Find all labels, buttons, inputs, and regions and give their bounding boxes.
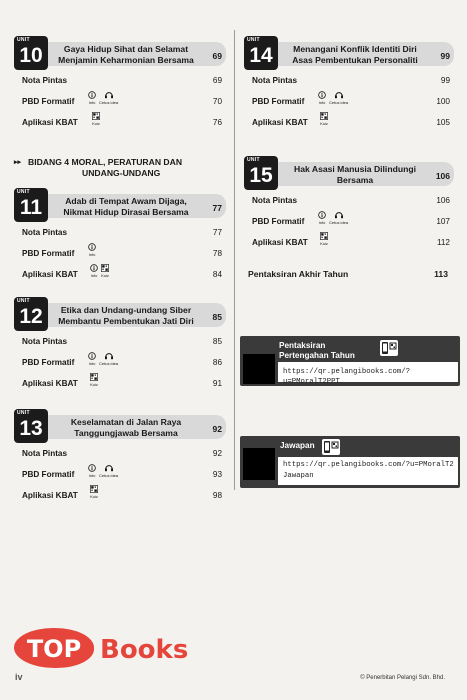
entry-label: Aplikasi KBAT bbox=[22, 379, 78, 388]
entry-label: Aplikasi KBAT bbox=[252, 118, 308, 127]
phone-qr-icon bbox=[322, 439, 340, 455]
unit-15 bbox=[244, 156, 454, 253]
entry-page: 76 bbox=[212, 118, 222, 127]
info-icon bbox=[318, 211, 326, 225]
entry-label: PBD Formatif bbox=[22, 470, 75, 479]
topbooks-logo bbox=[14, 628, 204, 676]
info-icon bbox=[88, 243, 96, 257]
section-heading-line1: BIDANG 4 MORAL, PERATURAN DAN bbox=[28, 157, 183, 167]
unit-badge bbox=[14, 36, 48, 70]
entry-page: 92 bbox=[212, 449, 222, 458]
toc-entry-pbd-formatif[interactable] bbox=[14, 91, 226, 112]
toc-entry-pbd-formatif[interactable] bbox=[14, 352, 226, 373]
entry-label: PBD Formatif bbox=[252, 97, 305, 106]
toc-entry-nota-pintas[interactable] bbox=[14, 222, 226, 243]
entry-label: Aplikasi KBAT bbox=[22, 491, 78, 500]
icon-caption: Cetus idea bbox=[329, 100, 349, 105]
icon-caption: Kuiz bbox=[101, 273, 109, 278]
entry-label: Nota Pintas bbox=[22, 449, 68, 458]
kuiz-icon bbox=[90, 373, 98, 387]
toc-entry-aplikasi-kbat[interactable] bbox=[14, 373, 226, 394]
qr-panel-title: Jawapan bbox=[280, 441, 315, 450]
entry-page: 91 bbox=[212, 379, 222, 388]
unit-header[interactable] bbox=[14, 36, 226, 70]
unit-13 bbox=[14, 409, 226, 506]
icon-caption: Info bbox=[318, 100, 326, 105]
entry-label: PBD Formatif bbox=[22, 97, 75, 106]
unit-page-number: 92 bbox=[212, 424, 222, 434]
logo-top-badge: TOP bbox=[14, 628, 94, 668]
toc-entry-nota-pintas[interactable] bbox=[14, 443, 226, 464]
entry-label: Nota Pintas bbox=[22, 228, 68, 237]
icon-caption: Info bbox=[318, 220, 326, 225]
cetus-idea-icon bbox=[99, 464, 118, 478]
entry-label: Pentaksiran Akhir Tahun bbox=[248, 269, 349, 279]
icon-caption: Kuiz bbox=[90, 494, 98, 499]
info-icon bbox=[88, 352, 96, 366]
qr-url-subtitle: Jawapan bbox=[283, 472, 314, 480]
toc-entry-nota-pintas[interactable] bbox=[14, 331, 226, 352]
unit-page-number: 106 bbox=[435, 171, 450, 181]
entry-page: 107 bbox=[436, 217, 450, 226]
qr-panel-pentaksiran-pertengahan-tahun[interactable] bbox=[240, 336, 460, 386]
unit-label: UNIT bbox=[247, 37, 260, 43]
entry-label: PBD Formatif bbox=[22, 358, 75, 367]
entry-page: 86 bbox=[212, 358, 222, 367]
unit-number: 13 bbox=[19, 417, 43, 440]
unit-page-number: 69 bbox=[212, 51, 222, 61]
unit-number: 15 bbox=[249, 164, 273, 187]
cetus-idea-icon bbox=[99, 91, 118, 105]
unit-number: 11 bbox=[19, 196, 43, 219]
unit-number: 10 bbox=[19, 44, 43, 67]
icon-caption: Info bbox=[90, 273, 98, 278]
kuiz-icon bbox=[92, 112, 100, 126]
unit-badge bbox=[14, 297, 48, 331]
unit-label: UNIT bbox=[247, 157, 260, 163]
icon-caption: Info bbox=[88, 100, 96, 105]
unit-badge bbox=[14, 188, 48, 222]
unit-badge bbox=[244, 156, 278, 190]
entry-page: 113 bbox=[434, 269, 448, 279]
entry-page: 84 bbox=[212, 270, 222, 279]
cetus-idea-icon bbox=[329, 211, 348, 225]
toc-entry-pentaksiran-akhir-tahun[interactable] bbox=[248, 269, 448, 279]
unit-number: 14 bbox=[249, 44, 273, 67]
entry-page: 77 bbox=[212, 228, 222, 237]
unit-number: 12 bbox=[19, 305, 43, 328]
entry-page: 85 bbox=[212, 337, 222, 346]
icon-caption: Cetus idea bbox=[99, 100, 119, 105]
unit-header[interactable] bbox=[14, 188, 226, 222]
entry-label: PBD Formatif bbox=[252, 217, 305, 226]
entry-page: 98 bbox=[212, 491, 222, 500]
entry-label: Nota Pintas bbox=[22, 337, 68, 346]
icon-caption: Cetus idea bbox=[329, 220, 349, 225]
qr-code-placeholder bbox=[243, 354, 275, 384]
toc-entry-aplikasi-kbat[interactable] bbox=[14, 112, 226, 133]
unit-header[interactable] bbox=[14, 297, 226, 331]
qr-url-link[interactable]: https://qr.pelangibooks.com/?u=PMoralT2 bbox=[283, 461, 454, 469]
icon-caption: Kuiz bbox=[320, 121, 328, 126]
toc-entry-pbd-formatif[interactable] bbox=[14, 464, 226, 485]
icon-caption: Info bbox=[88, 252, 96, 257]
entry-page: 99 bbox=[440, 76, 450, 85]
toc-entry-pbd-formatif[interactable] bbox=[244, 91, 454, 112]
qr-panel-jawapan[interactable] bbox=[240, 436, 460, 488]
entry-page: 100 bbox=[436, 97, 450, 106]
entry-page: 93 bbox=[212, 470, 222, 479]
unit-title: Keselamatan di Jalan Raya Tanggungjawab Bersama bbox=[70, 417, 182, 438]
cetus-idea-icon bbox=[99, 352, 118, 366]
info-icon bbox=[88, 464, 96, 478]
publisher-credit: © Penerbitan Pelangi Sdn. Bhd. bbox=[360, 675, 445, 681]
double-arrow-icon: ▸▸ bbox=[14, 159, 22, 166]
toc-entry-aplikasi-kbat[interactable] bbox=[14, 485, 226, 506]
unit-badge bbox=[244, 36, 278, 70]
icon-caption: Cetus idea bbox=[99, 473, 119, 478]
toc-entry-pbd-formatif[interactable] bbox=[14, 243, 226, 264]
unit-title: Hak Asasi Manusia Dilindungi Bersama bbox=[294, 164, 416, 185]
qr-title-line1: Pentaksiran bbox=[279, 341, 326, 350]
qr-code-placeholder bbox=[243, 448, 275, 480]
entry-page: 70 bbox=[212, 97, 222, 106]
toc-entry-nota-pintas[interactable] bbox=[244, 190, 454, 211]
kuiz-icon bbox=[101, 264, 109, 278]
entry-page: 105 bbox=[436, 118, 450, 127]
unit-page-number: 77 bbox=[212, 203, 222, 213]
unit-header[interactable] bbox=[244, 156, 454, 190]
kuiz-icon bbox=[320, 232, 328, 246]
phone-qr-icon bbox=[380, 340, 398, 356]
toc-entry-aplikasi-kbat[interactable] bbox=[244, 112, 454, 133]
unit-title: Menangani Konflik Identiti Diri Asas Pembentukan Personaliti bbox=[292, 44, 418, 65]
unit-page-number: 99 bbox=[440, 51, 450, 61]
section-heading-line2: UNDANG-UNDANG bbox=[82, 168, 161, 178]
unit-12 bbox=[14, 297, 226, 394]
entry-page: 106 bbox=[436, 196, 450, 205]
icon-caption: Info bbox=[88, 473, 96, 478]
unit-label: UNIT bbox=[17, 37, 30, 43]
entry-label: Nota Pintas bbox=[252, 196, 298, 205]
toc-entry-nota-pintas[interactable] bbox=[244, 70, 454, 91]
column-divider bbox=[234, 30, 235, 490]
unit-title: Gaya Hidup Sihat dan Selamat Menjamin Keharmonian Bersama bbox=[58, 44, 194, 65]
unit-label: UNIT bbox=[17, 189, 30, 195]
info-icon bbox=[318, 91, 326, 105]
entry-page: 69 bbox=[212, 76, 222, 85]
toc-entry-nota-pintas[interactable] bbox=[14, 70, 226, 91]
qr-url-link[interactable]: https://qr.pelangibooks.com/?u=PMoralT2PPT bbox=[283, 368, 410, 386]
qr-title-line2: Pertengahan Tahun bbox=[279, 351, 355, 360]
unit-label: UNIT bbox=[17, 410, 30, 416]
entry-label: PBD Formatif bbox=[22, 249, 75, 258]
kuiz-icon bbox=[320, 112, 328, 126]
logo-books-text: Books bbox=[100, 635, 189, 665]
entry-page: 112 bbox=[436, 238, 450, 247]
unit-header[interactable] bbox=[244, 36, 454, 70]
toc-entry-aplikasi-kbat[interactable] bbox=[14, 264, 226, 285]
info-icon bbox=[88, 91, 96, 105]
entry-label: Aplikasi KBAT bbox=[22, 270, 78, 279]
info-icon bbox=[90, 264, 98, 278]
unit-10 bbox=[14, 36, 226, 133]
icon-caption: Cetus idea bbox=[99, 361, 119, 366]
unit-header[interactable] bbox=[14, 409, 226, 443]
entry-label: Aplikasi KBAT bbox=[22, 118, 78, 127]
unit-badge bbox=[14, 409, 48, 443]
entry-page: 78 bbox=[212, 249, 222, 258]
icon-caption: Kuiz bbox=[90, 382, 98, 387]
toc-entry-pbd-formatif[interactable] bbox=[244, 211, 454, 232]
qr-panel-title bbox=[279, 341, 355, 361]
entry-label: Nota Pintas bbox=[22, 76, 68, 85]
cetus-idea-icon bbox=[329, 91, 348, 105]
icon-caption: Info bbox=[88, 361, 96, 366]
unit-11 bbox=[14, 188, 226, 285]
icon-caption: Kuiz bbox=[320, 241, 328, 246]
unit-14 bbox=[244, 36, 454, 133]
toc-entry-aplikasi-kbat[interactable] bbox=[244, 232, 454, 253]
unit-title: Adab di Tempat Awam Dijaga, Nikmat Hidup Dirasai Bersama bbox=[63, 196, 189, 217]
unit-label: UNIT bbox=[17, 298, 30, 304]
entry-label: Nota Pintas bbox=[252, 76, 298, 85]
unit-page-number: 85 bbox=[212, 312, 222, 322]
unit-title: Etika dan Undang-undang Siber Membantu Pembentukan Jati Diri bbox=[58, 305, 194, 326]
kuiz-icon bbox=[90, 485, 98, 499]
icon-caption: Kuiz bbox=[92, 121, 100, 126]
entry-label: Aplikasi KBAT bbox=[252, 238, 308, 247]
page-number: iv bbox=[15, 672, 23, 682]
